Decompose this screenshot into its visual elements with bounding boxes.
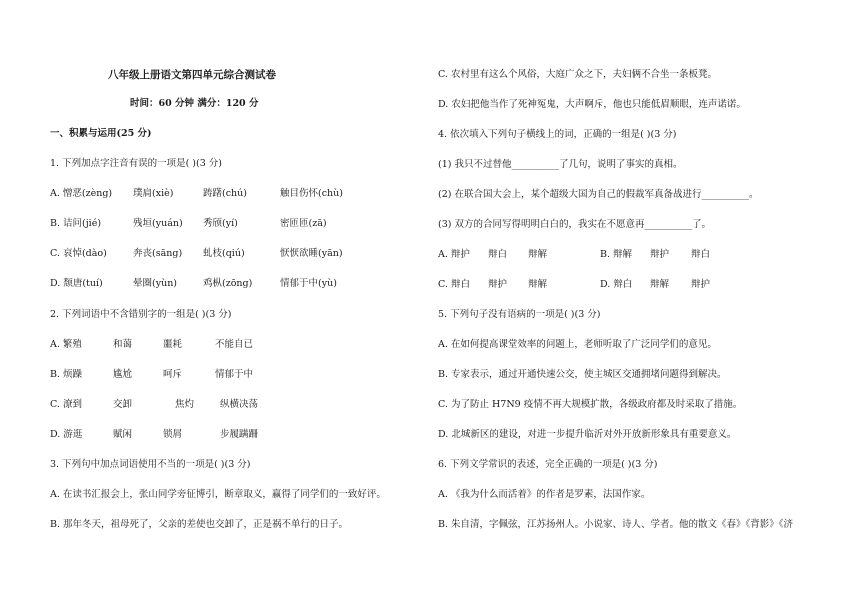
option-cell: 虬枝(qiú) <box>203 248 245 259</box>
question-4-stem: 4. 依次填入下列句子横线上的词，正确的一组是( )(3 分) <box>438 129 677 140</box>
option-cell: 噩耗 <box>163 339 183 350</box>
option-cell: 辩解 <box>528 279 548 290</box>
option-cell: 触目伤怀(chù) <box>280 188 343 199</box>
option-cell: 情郁于中(yù) <box>280 278 337 289</box>
question-5-option-b: B. 专家表示，通过开通快速公交，使主城区交通拥堵问题得到解决。 <box>438 369 727 380</box>
option-cell: 尴尬 <box>113 369 133 380</box>
option-cell: A. 憎恶(zèng) <box>50 188 113 199</box>
option-cell: 鸡枞(zōng) <box>203 278 253 289</box>
option-cell: 辩解 <box>528 249 548 260</box>
question-5-option-c: C. 为了防止 H7N9 疫情不再大规模扩散，各级政府都及时采取了措施。 <box>438 399 743 410</box>
option-cell: 辩护 <box>488 279 508 290</box>
option-cell: 呵斥 <box>163 369 183 380</box>
question-1-stem: 1. 下列加点字注音有误的一项是( )(3 分) <box>50 158 222 169</box>
question-3-option-a: A. 在读书汇报会上，张山同学旁征博引，断章取义，赢得了同学们的一致好评。 <box>50 489 386 500</box>
option-cell: 不能自已 <box>215 339 254 350</box>
option-cell: B. 辩解 <box>600 249 633 260</box>
option-cell: B. 烦躁 <box>50 369 83 380</box>
option-cell: 赋闲 <box>113 429 133 440</box>
question-3-option-d: D. 农妇把他当作了死神冤鬼，大声啊斥，他也只能低眉顺眼，连声诺诺。 <box>438 99 746 110</box>
question-5-option-a: A. 在如何提高课堂效率的问题上，老师听取了广泛同学们的意见。 <box>438 339 717 350</box>
option-cell: 璞扃(xiè) <box>133 188 174 199</box>
option-cell: 辩护 <box>650 249 670 260</box>
option-cell: C. 辩白 <box>438 279 470 290</box>
option-cell: 步履蹒跚 <box>220 429 259 440</box>
question-5-option-d: D. 北城新区的建设，对进一步提升临沂对外开放新形象具有重要意义。 <box>438 429 737 440</box>
option-cell: 辩解 <box>650 279 670 290</box>
option-cell: 和蔼 <box>113 339 133 350</box>
option-cell: D. 游逛 <box>50 429 83 440</box>
option-cell: 恹恹欲睡(yān) <box>280 248 343 259</box>
option-cell: 锁屑 <box>163 429 183 440</box>
option-cell: D. 颓唐(tuí) <box>50 278 103 289</box>
option-cell: A. 辩护 <box>438 249 470 260</box>
option-cell: D. 辩白 <box>600 279 633 290</box>
option-cell: B. 诘问(jié) <box>50 218 102 229</box>
option-cell: 辩护 <box>691 279 711 290</box>
option-cell: 情郁于中 <box>215 369 254 380</box>
section-heading: 一、积累与运用(25 分) <box>50 128 152 139</box>
question-3-option-b: B. 那年冬天，祖母死了，父亲的差使也交卸了，正是祸不单行的日子。 <box>50 519 349 530</box>
question-4-sentence-3: (3) 双方的合同写得明明白白的，我实在不愿意再__________了。 <box>438 219 711 230</box>
question-3-stem: 3. 下列句中加点词语使用不当的一项是( )(3 分) <box>50 459 251 470</box>
option-cell: 残垣(yuán) <box>133 218 183 229</box>
option-cell: 密匝匝(zā) <box>280 218 327 229</box>
option-cell: A. 繁殖 <box>50 339 82 350</box>
question-6-stem: 6. 下列文学常识的表述，完全正确的一项是( )(3 分) <box>438 459 658 470</box>
option-cell: 晕圈(yùn) <box>133 278 178 289</box>
question-4-sentence-1: (1) 我只不过替他__________了几句，说明了事实的真相。 <box>438 159 683 170</box>
option-cell: 纵横决荡 <box>220 399 259 410</box>
question-4-sentence-2: (2) 在联合国大会上，某个超级大国为自己的假裁军真备战进行__________。 <box>438 189 759 200</box>
option-cell: 辩白 <box>488 249 508 260</box>
question-6-option-a: A. 《我为什么而活着》的作者是罗素，法国作家。 <box>438 489 651 500</box>
question-2-stem: 2. 下列词语中不含错别字的一组是( )(3 分) <box>50 309 232 320</box>
option-cell: C. 哀悼(dào) <box>50 248 107 259</box>
exam-title: 八年级上册语文第四单元综合测试卷 <box>108 69 276 81</box>
option-cell: 辩白 <box>691 249 711 260</box>
question-5-stem: 5. 下列句子没有语病的一项是( )(3 分) <box>438 309 601 320</box>
option-cell: 踌躇(chú) <box>203 188 247 199</box>
option-cell: 奔丧(sāng) <box>133 248 183 259</box>
question-3-option-c: C. 农村里有这么个风俗，大庭广众之下，夫妇俩不合坐一条板凳。 <box>438 69 717 80</box>
option-cell: 交卸 <box>113 399 133 410</box>
question-6-option-b: B. 朱自清，字佩弦，江苏扬州人。小说家、诗人、学者。他的散文《春》《背影》《济 <box>438 519 794 530</box>
option-cell: 秀颀(yí) <box>203 218 238 229</box>
option-cell: C. 潦到 <box>50 399 82 410</box>
time-info: 时间：60 分钟 满分：120 分 <box>130 98 259 109</box>
option-cell: 焦灼 <box>175 399 195 410</box>
